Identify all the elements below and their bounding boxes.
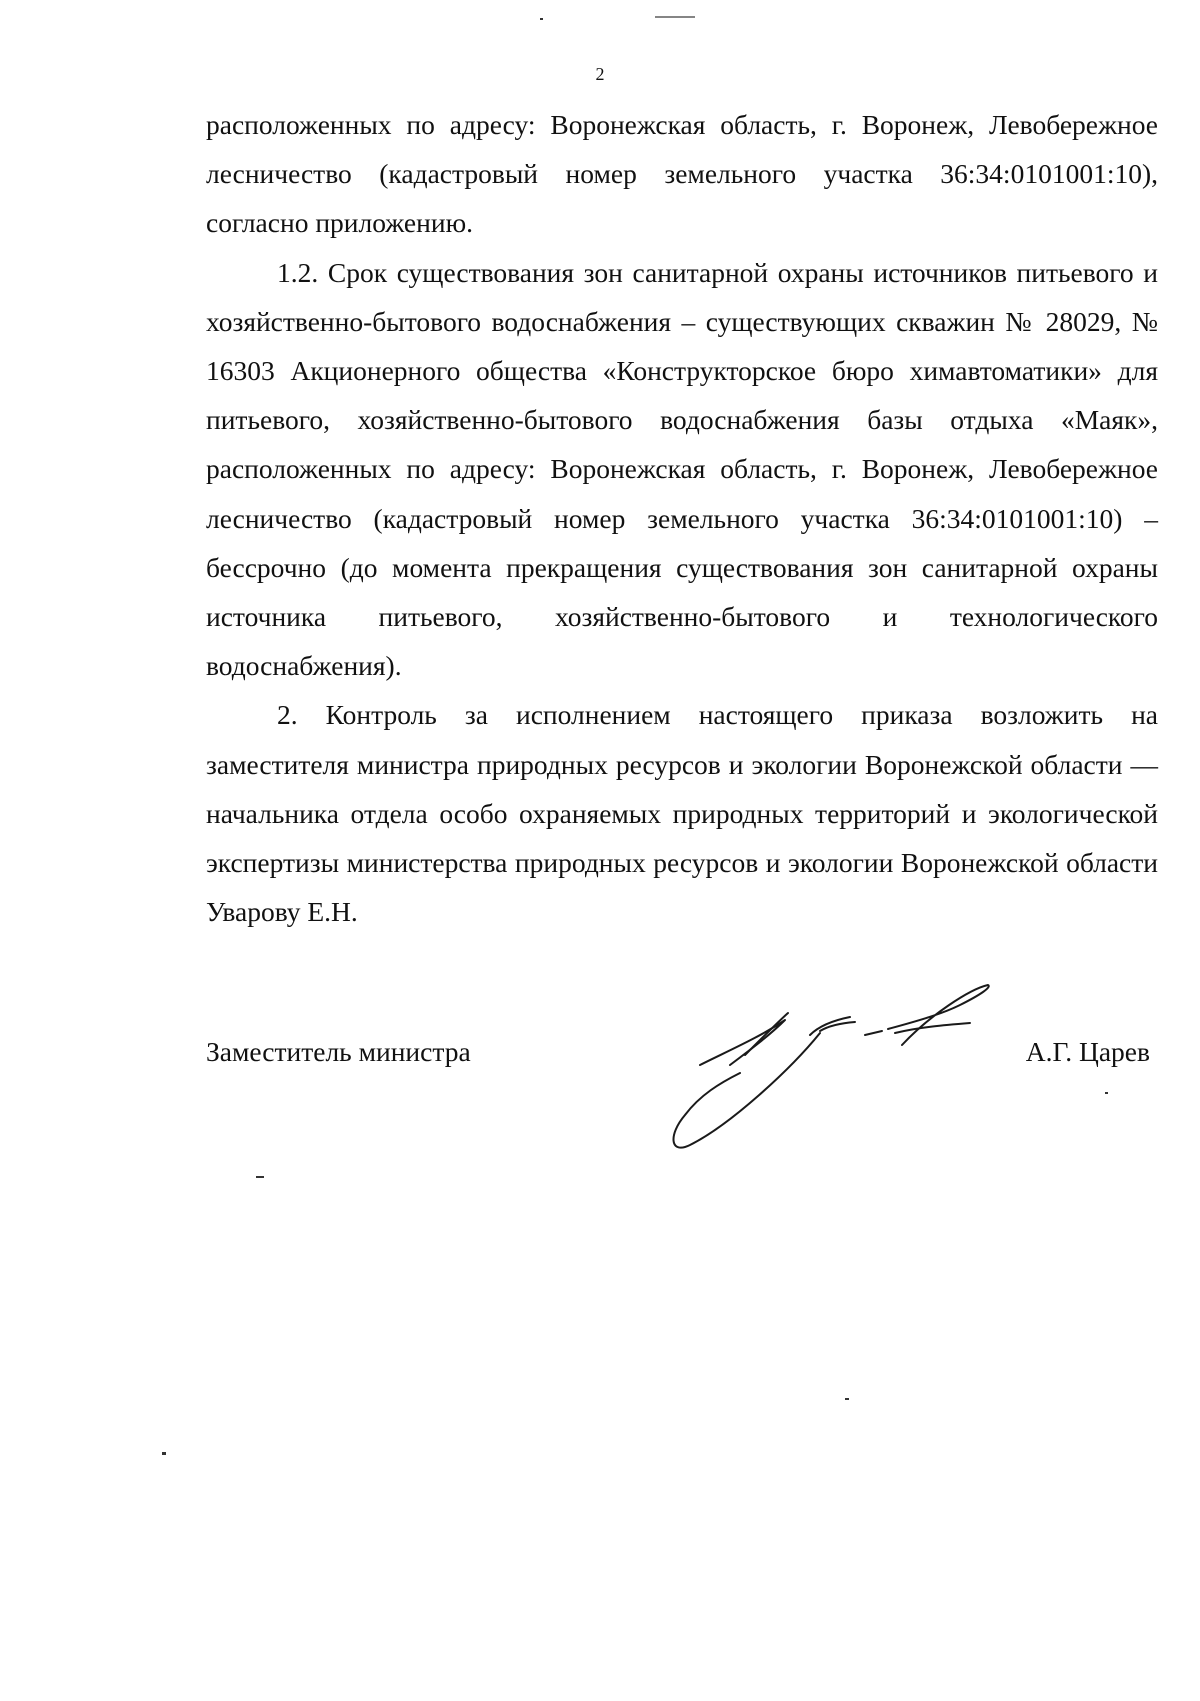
paragraph-2: 2. Контроль за исполнением настоящего приказа возложить на заместителя министра природных ресурсов и экологии Воронежской области — начальника отдела особо охраняемых природных территорий и экологической экспертизы министерства природных ресурсов и экологии Воронежской области Уварову Е.Н. xyxy=(206,699,1158,928)
paragraph-1-2: 1.2. Срок существования зон санитарной охраны источников питьевого и хозяйственно-бытового водоснабжения – существующих скважин № 28029, № 16303 Акционерного общества «Конструкторское бюро химавтоматики» для питьевого, хозяйственно-бытового водоснабжения базы отдыха «Маяк», расположенных по адресу: Воронежская область, г. Воронеж, Левобережное лесничество (кадастровый номер земельного участка 36:34:0101001:10) – бессрочно (до момента прекращения существования зон санитарной охраны источника питьевого, хозяйственно-бытового и технологического водоснабжения). xyxy=(206,256,1158,682)
scan-speck xyxy=(256,1176,264,1178)
paragraph-continuation: расположенных по адресу: Воронежская область, г. Воронеж, Левобережное лесничество (кадастровый номер земельного участка 36:34:0101001:10), согласно приложению. xyxy=(206,109,1158,239)
page-number: 2 xyxy=(595,64,605,84)
scan-speck xyxy=(845,1398,849,1400)
scan-speck xyxy=(162,1452,166,1455)
signer-position: Заместитель министра xyxy=(206,1036,471,1067)
signer-name: А.Г. Царев xyxy=(1025,1036,1150,1067)
scan-speck xyxy=(540,18,543,20)
scan-speck xyxy=(1105,1092,1108,1094)
scan-speck xyxy=(655,16,695,18)
document-body xyxy=(206,100,1158,936)
handwritten-signature xyxy=(670,975,1030,1155)
